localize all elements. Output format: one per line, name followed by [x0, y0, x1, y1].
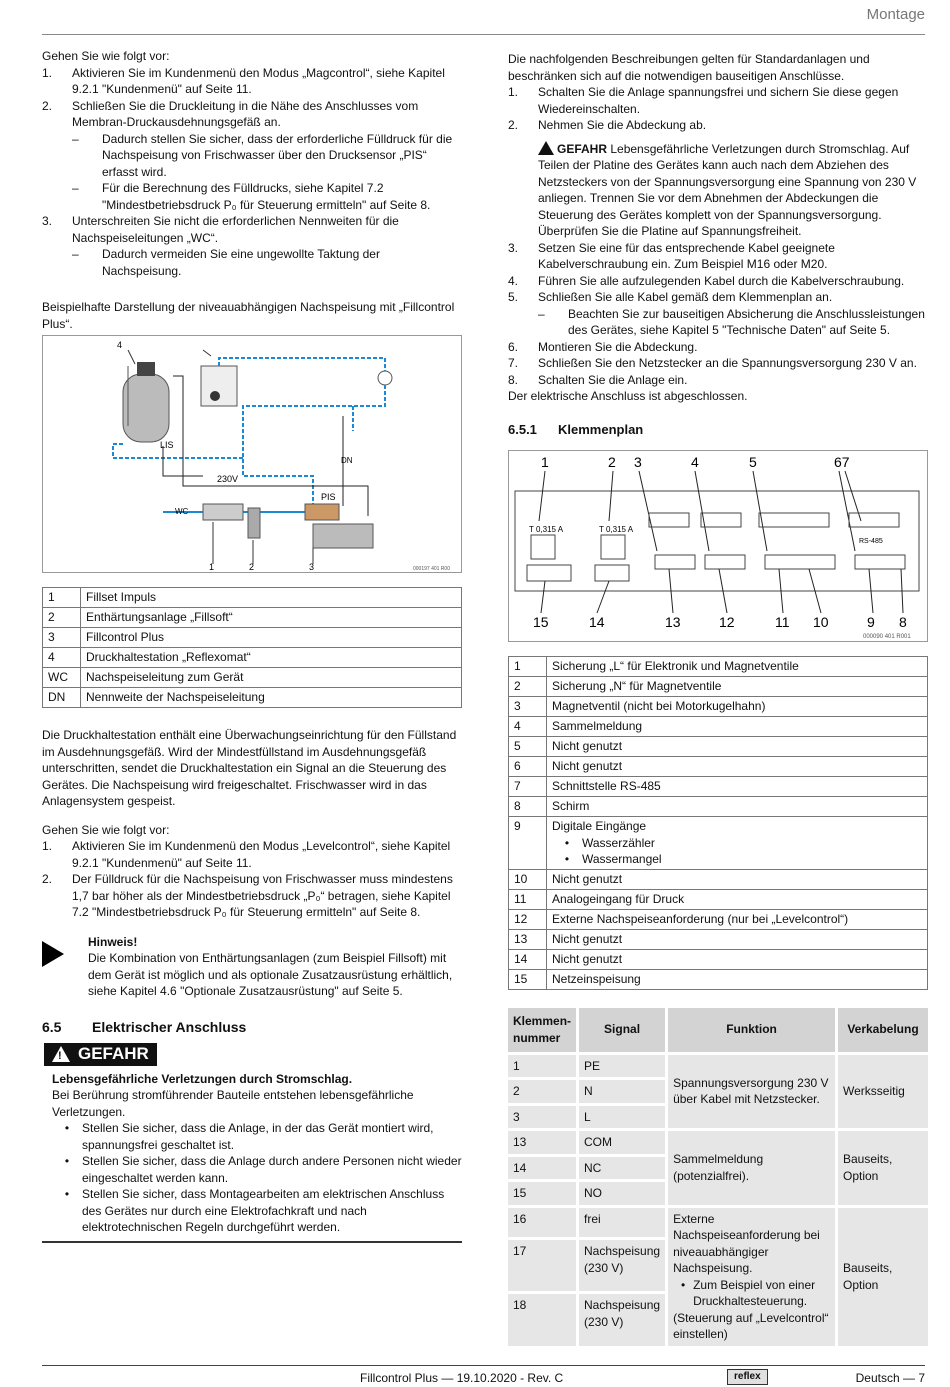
- diagram-caption: Beispielhafte Darstellung der niveauabhängigen Nachspeisung mit „Fillcontrol Plus“.: [42, 300, 455, 331]
- table-row: 2 N: [508, 1080, 928, 1103]
- table-row: 3 L: [508, 1106, 928, 1129]
- list-item: 1. Aktivieren Sie im Kundenmenü den Modus „Levelcontrol“, siehe Kapitel 9.2.1 "Kundenmenü" auf Seite 11.: [42, 839, 451, 870]
- svg-text:PIS: PIS: [321, 492, 336, 502]
- left-column: [42, 48, 462, 1243]
- list-item: • Stellen Sie sicher, dass die Anlage durch andere Personen nicht wieder eingeschaltet werden kann.: [64, 1154, 462, 1185]
- svg-text:9: 9: [867, 614, 875, 630]
- table-row: 2 Sicherung „N“ für Magnetventile: [509, 677, 928, 697]
- table-row: 13 COM Sammelmeldung (potenzialfrei). Bauseits, Option: [508, 1131, 928, 1154]
- danger-badge: ! GEFAHR: [44, 1043, 157, 1066]
- svg-text:1: 1: [209, 562, 215, 572]
- warning-icon: !: [52, 1046, 70, 1062]
- svg-text:RS-485: RS-485: [859, 538, 883, 545]
- sub-item: – Dadurch stellen Sie sicher, dass der erforderliche Fülldruck für die Nachspeisung von Frischwasser über den Drucksensor „PIS“ erfasst wird.: [72, 131, 453, 179]
- list-item: 8. Schalten Sie die Anlage ein.: [508, 372, 688, 387]
- intro-text-2: Gehen Sie wie folgt vor:: [42, 822, 170, 837]
- svg-text:15: 15: [533, 614, 549, 630]
- level-paragraph: Die Druckhaltestation enthält eine Überwachungseinrichtung für den Füllstand im Ausdehnungsgefäß. Wird der Mindestfüllstand im Ausdehnungsgefäß unterschritten, sendet die Druckhaltestation ein Signal an die Steuerung des Gerätes. Die Nachspeisung wird freigeschaltet. Frischwasser wird in das Anlagensystem gespeist.: [42, 728, 457, 808]
- svg-text:67: 67: [834, 454, 850, 470]
- installation-diagram: [42, 335, 462, 573]
- terminal-legend-table: [508, 656, 928, 990]
- table-row: 11 Analogeingang für Druck: [509, 889, 928, 909]
- brand-logo: reflex: [727, 1369, 768, 1385]
- svg-text:000090 401 R001: 000090 401 R001: [863, 634, 911, 640]
- footer-rule: [42, 1365, 925, 1366]
- svg-text:3: 3: [634, 454, 642, 470]
- note-arrow-icon: [42, 941, 64, 967]
- terminal-function-table: [505, 1005, 931, 1349]
- table-row: 7 Schnittstelle RS-485: [509, 777, 928, 797]
- list-item: 2. Nehmen Sie die Abdeckung ab.: [508, 118, 707, 132]
- table-row: 10 Nicht genutzt: [509, 869, 928, 889]
- table-row: 15 Netzeinspeisung: [509, 969, 928, 989]
- list-item: 2. Schließen Sie die Druckleitung in die Nähe des Anschlusses vom Membran-Druckausdehnungsgefäß an.: [42, 98, 419, 129]
- inline-danger: GEFAHR Lebensgefährliche Verletzungen durch Stromschlag. Auf Teilen der Platine des Gerätes kann auch nach dem Abziehen des Netzsteckers von der Spannungsversorgung eine Spannung von 230 V anliegen. Trennen Sie vor dem Abnehmen der Abdeckungen die Steuerung des Gerätes komplett von der Spannungsversorgung. Überprüfen Sie die Platine auf Spannungsfreiheit.: [538, 141, 917, 238]
- table-row: 8 Schirm: [509, 797, 928, 817]
- sub-item: – Dadurch vermeiden Sie eine ungewollte Taktung der Nachspeisung.: [72, 247, 380, 278]
- table-row: 2 Enthärtungsanlage „Fillsoft“: [43, 608, 462, 628]
- table-row: 18 Nachspeisung (230 V): [508, 1294, 928, 1345]
- table-row: 9 Digitale Eingänge • Wasserzähler • Wassermangel: [509, 817, 928, 870]
- note-text: Die Kombination von Enthärtungsanlagen (zum Beispiel Fillsoft) mit dem Gerät ist möglich und als optionale Zusatzausrüstung erhältlich, siehe Kapitel 4.6 "Optionale Zusatzausrüstung" auf Seite 5.: [88, 951, 453, 998]
- table-row: 14 Nicht genutzt: [509, 949, 928, 969]
- table-row: 5 Nicht genutzt: [509, 737, 928, 757]
- list-item: 1. Schalten Sie die Anlage spannungsfrei und sichern Sie diese gegen Wiedereinschalten.: [508, 85, 899, 116]
- table-row: 3 Magnetventil (nicht bei Motorkugelhahn): [509, 697, 928, 717]
- list-item: 7. Schließen Sie den Netzstecker an die Spannungsversorgung 230 V an.: [508, 356, 917, 370]
- list-item: 6. Montieren Sie die Abdeckung.: [508, 339, 698, 354]
- svg-text:12: 12: [719, 614, 735, 630]
- svg-text:230V: 230V: [217, 474, 239, 484]
- svg-text:13: 13: [665, 614, 681, 630]
- table-row: 4 Sammelmeldung: [509, 717, 928, 737]
- table-row: 3 Fillcontrol Plus: [43, 628, 462, 648]
- list-item: 2. Der Fülldruck für die Nachspeisung von Frischwasser muss mindestens 1,7 bar höher als der Mindestbetriebsdruck „P₀“ betragen, siehe Kapitel 7.2 "Mindestbetriebsdruck P₀ für Steuerung ermitteln" auf Seite 8.: [42, 872, 453, 919]
- table-row: 4 Druckhaltestation „Reflexomat“: [43, 648, 462, 668]
- done-text: Der elektrische Anschluss ist abgeschlossen.: [508, 389, 748, 403]
- svg-text:LIS: LIS: [160, 440, 174, 450]
- table-row: 12 Externe Nachspeiseanforderung (nur bei „Levelcontrol“): [509, 909, 928, 929]
- list-item: 3. Setzen Sie eine für das entsprechende Kabel geeignete Kabelverschraubung ein. Zum Beispiel M16 oder M20.: [508, 240, 835, 271]
- table-row: DN Nennweite der Nachspeiseleitung: [43, 688, 462, 708]
- list-item: 5. Schließen Sie alle Kabel gemäß dem Klemmenplan an.: [508, 290, 833, 304]
- svg-text:DN: DN: [341, 456, 353, 465]
- svg-text:14: 14: [589, 614, 605, 630]
- table-row: 6 Nicht genutzt: [509, 757, 928, 777]
- table-row: 13 Nicht genutzt: [509, 929, 928, 949]
- table-row: 14 NC: [508, 1157, 928, 1180]
- section-heading: 6.5 Elektrischer Anschluss: [42, 1018, 247, 1035]
- svg-text:8: 8: [899, 614, 907, 630]
- sub-item: – Beachten Sie zur bauseitigen Absicherung die Anschlussleistungen des Gerätes, siehe Kapitel 5 "Technische Daten" auf Seite 5.: [538, 306, 925, 337]
- warning-icon: [538, 141, 554, 155]
- svg-text:11: 11: [775, 614, 790, 630]
- svg-text:10: 10: [813, 614, 829, 630]
- note-box: [42, 934, 462, 1000]
- svg-text:WC: WC: [175, 507, 189, 516]
- list-item: 4. Führen Sie alle aufzulegenden Kabel durch die Kabelverschraubung.: [508, 273, 905, 288]
- table-row: 1 PE Spannungsversorgung 230 V über Kabel mit Netzstecker. Werksseitig: [508, 1055, 928, 1078]
- table-row: 17 Nachspeisung (230 V): [508, 1240, 928, 1291]
- svg-text:5: 5: [749, 454, 757, 470]
- list-item: 1. Aktivieren Sie im Kundenmenü den Modus „Magcontrol“, siehe Kapitel 9.2.1 "Kundenmenü" auf Seite 11.: [42, 65, 445, 96]
- table-header-row: Klemmen-nummer Signal Funktion Verkabelung: [508, 1008, 928, 1052]
- list-item: • Stellen Sie sicher, dass die Anlage, in der das Gerät montiert wird, spannungsfrei geschaltet ist.: [64, 1121, 434, 1152]
- svg-text:4: 4: [691, 454, 699, 470]
- svg-text:3: 3: [309, 562, 315, 572]
- table-row: WC Nachspeiseleitung zum Gerät: [43, 668, 462, 688]
- svg-text:2: 2: [608, 454, 616, 470]
- table-row: 15 NO: [508, 1182, 928, 1205]
- diagram-legend-table: [42, 587, 462, 708]
- svg-text:2: 2: [249, 562, 255, 572]
- intro-text: Die nachfolgenden Beschreibungen gelten für Standardanlagen und beschränken sich auf die notwendigen bauseitigen Anschlüsse.: [508, 52, 870, 83]
- sub-item: – Für die Berechnung des Fülldrucks, siehe Kapitel 7.2 "Mindestbetriebsdruck P₀ für Steuerung ermitteln" auf Seite 8.: [72, 181, 431, 212]
- note-title: Hinweis!: [88, 934, 138, 949]
- footer-page-number: Deutsch — 7: [855, 1371, 925, 1385]
- svg-text:1: 1: [541, 454, 549, 470]
- intro-text: Gehen Sie wie folgt vor:: [42, 49, 170, 63]
- svg-text:T 0,315 A: T 0,315 A: [599, 525, 634, 534]
- header-section-title: Montage: [866, 6, 925, 23]
- table-row: 1 Sicherung „L“ für Elektronik und Magnetventile: [509, 657, 928, 677]
- subsection-heading: 6.5.1 Klemmenplan: [508, 421, 644, 437]
- footer-doc-info: Fillcontrol Plus — 19.10.2020 - Rev. C: [360, 1371, 564, 1385]
- header-rule: [42, 34, 925, 35]
- list-item: • Stellen Sie sicher, dass Montagearbeiten am elektrischen Anschluss des Gerätes nur durch eine Elektrofachkraft und nach elektrotechnischen Regeln durchgeführt werden.: [64, 1187, 445, 1235]
- terminal-plan-diagram: [508, 450, 928, 642]
- svg-text:000197 401 R00: 000197 401 R00: [413, 566, 450, 572]
- danger-block: Lebensgefährliche Verletzungen durch Stromschlag. Bei Berührung stromführender Bauteile entstehen lebensgefährliche Verletzungen. • Stellen Sie sicher, dass die Anlage, in der das Gerät montiert wird, spannungsfrei geschaltet ist. • Stellen Sie sicher, dass die Anlage durch andere Personen nicht wieder eingeschaltet werden kann. • Stellen Sie sicher, dass Montagearbeiten am elektrischen Anschluss des Gerätes nur durch eine Elektrofachkraft und nach elektrotechnischen Regeln durchgeführt werden.: [42, 1071, 462, 1243]
- list-item: 3. Unterschreiten Sie nicht die erforderlichen Nennweiten für die Nachspeiseleitungen „WC“.: [42, 214, 399, 245]
- right-column: [508, 51, 928, 1349]
- table-row: 16 frei Externe Nachspeiseanforderung bei niveauabhängiger Nachspeisung. • Zum Beispiel von einer Druckhaltesteuerung. (Steuerung auf „Levelcontrol“ einstellen) Bauseits, Option: [508, 1208, 928, 1238]
- diagram-label-4: 4: [117, 340, 123, 350]
- table-row: 1 Fillset Impuls: [43, 588, 462, 608]
- svg-text:T 0,315 A: T 0,315 A: [529, 525, 564, 534]
